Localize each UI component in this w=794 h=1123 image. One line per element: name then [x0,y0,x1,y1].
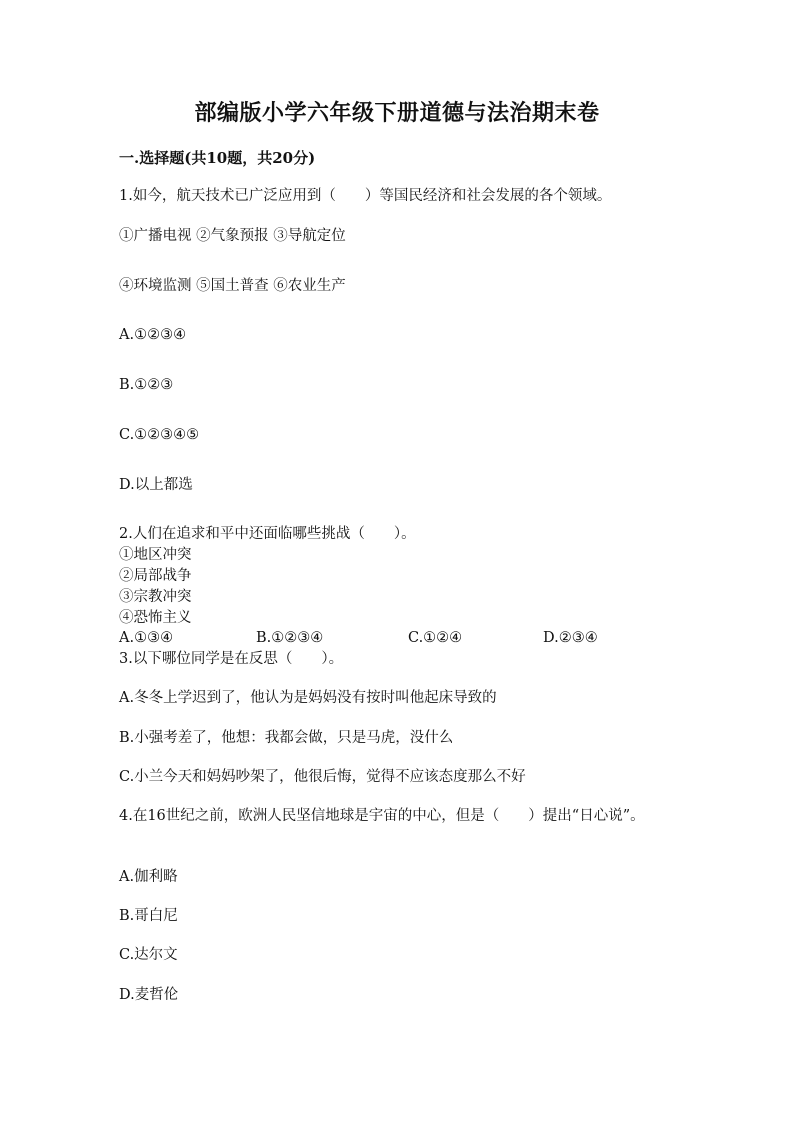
question-1-option-a: A.①②③④ [119,327,187,343]
question-1-option-b: B.①②③ [119,377,174,393]
page-title: 部编版小学六年级下册道德与法治期末卷 [194,100,600,126]
question-1-option-d: D.以上都选 [119,477,193,493]
question-3-option-c: C.小兰今天和妈妈吵架了，他很后悔，觉得不应该态度那么不好 [119,769,526,785]
question-2-stem: 2.人们在追求和平中还面临哪些挑战（ ）。 [119,526,416,542]
question-2-item-4: ④恐怖主义 [119,610,192,626]
question-4-stem: 4.在16世纪之前，欧洲人民坚信地球是宇宙的中心，但是（ ）提出“日心说”。 [119,808,645,824]
question-1-list-line-1: ①广播电视 ②气象预报 ③导航定位 [119,228,346,244]
question-2-item-1: ①地区冲突 [119,547,192,563]
question-2-item-2: ②局部战争 [119,568,192,584]
question-1-stem: 1.如今，航天技术已广泛应用到（ ）等国民经济和社会发展的各个领域。 [119,188,612,204]
question-1-list-line-2: ④环境监测 ⑤国土普查 ⑥农业生产 [119,278,346,294]
question-2-option-b: B.①②③④ [256,630,324,646]
question-2-option-c: C.①②④ [408,630,463,646]
question-4-option-b: B.哥白尼 [119,908,178,924]
question-3-option-a: A.冬冬上学迟到了，他认为是妈妈没有按时叫他起床导致的 [119,690,497,706]
question-3-stem: 3.以下哪位同学是在反思（ ）。 [119,651,344,667]
question-1-option-c: C.①②③④⑤ [119,427,200,443]
question-2-option-d: D.②③④ [543,630,598,646]
question-3-option-b: B.小强考差了，他想：我都会做，只是马虎，没什么 [119,730,454,746]
question-4-option-c: C.达尔文 [119,947,178,963]
question-2-option-a: A.①③④ [119,630,174,646]
question-4-option-d: D.麦哲伦 [119,987,179,1003]
question-2-item-3: ③宗教冲突 [119,589,192,605]
section-heading: 一.选择题(共10题，共20分) [119,149,316,167]
question-4-option-a: A.伽利略 [119,869,178,885]
